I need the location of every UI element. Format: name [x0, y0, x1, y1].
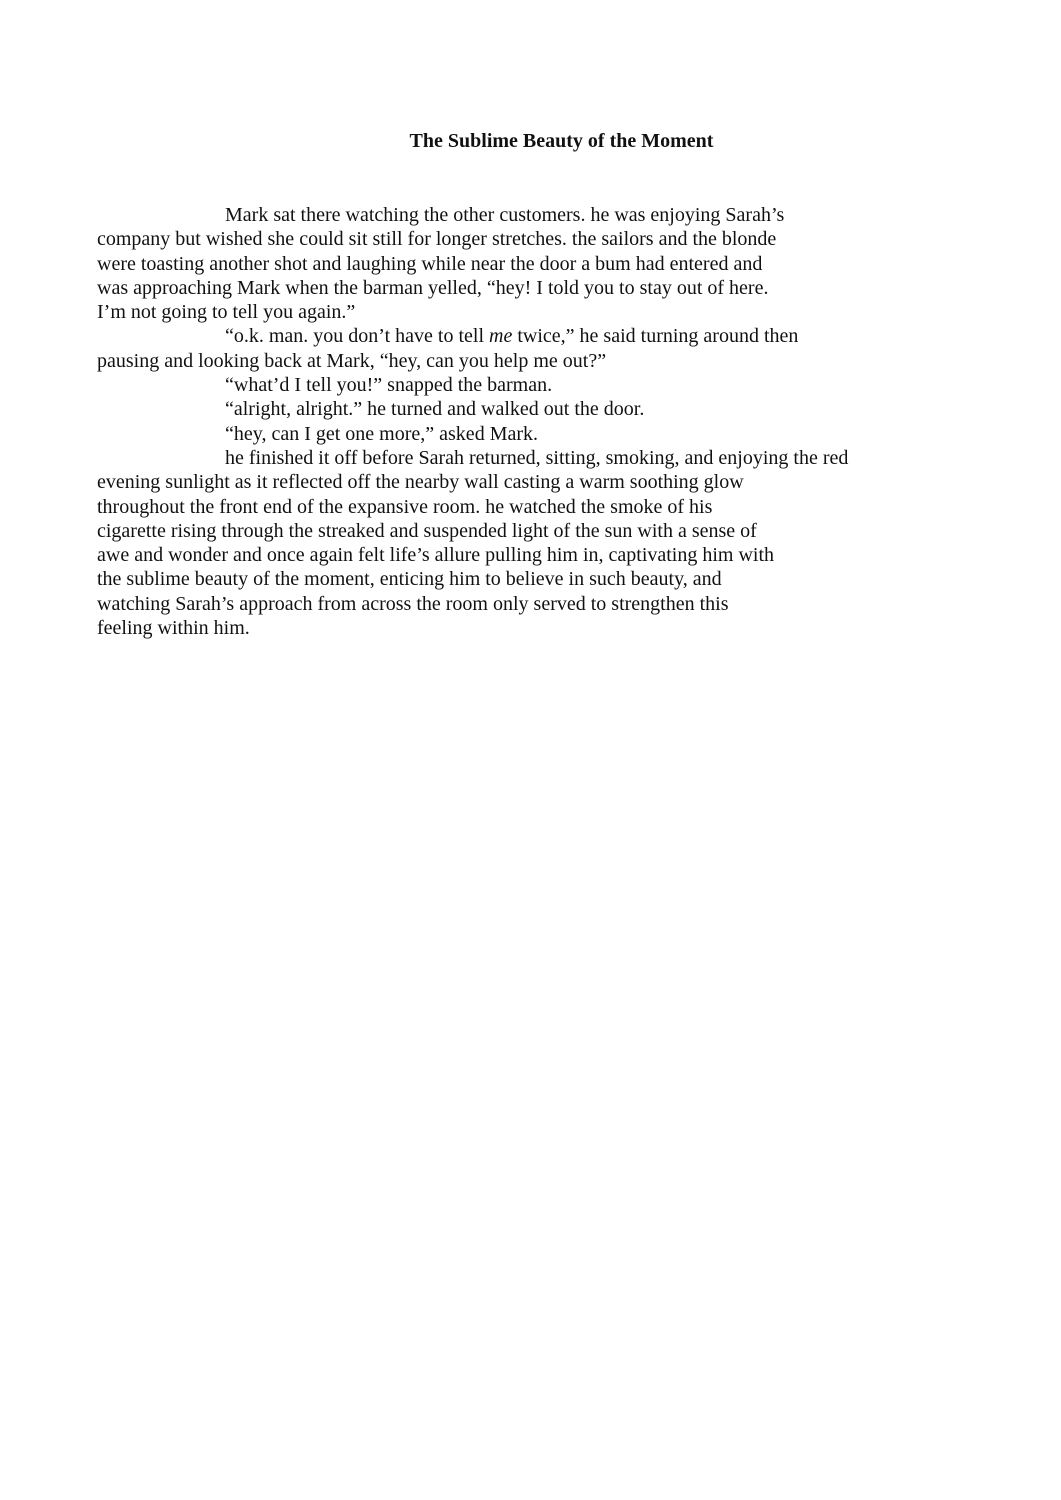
paragraph-line: I’m not going to tell you again.” [97, 301, 356, 324]
paragraph-line: “alright, alright.” he turned and walked out the door. [225, 398, 645, 421]
emphasized-word: me [489, 325, 513, 348]
paragraph-line: company but wished she could sit still for longer stretches. the sailors and the blonde [97, 228, 777, 251]
paragraph-line: Mark sat there watching the other customers. he was enjoying Sarah’s [225, 204, 785, 226]
story-title: The Sublime Beauty of the Moment [409, 130, 714, 152]
paragraph-3 [161, 373, 901, 397]
dialogue-text: twice,” he said turning around then [512, 325, 799, 348]
paragraph-4 [161, 397, 901, 421]
paragraph-line: cigarette rising through the streaked and suspended light of the sun with a sense of [97, 519, 757, 542]
paragraph-line: evening sunlight as it reflected off the nearby wall casting a warm soothing glow [97, 471, 744, 494]
paragraph-line: awe and wonder and once again felt life’s allure pulling him in, captivating him with [97, 544, 775, 567]
paragraph-line: “what’d I tell you!” snapped the barman. [225, 374, 553, 397]
story-body [97, 203, 901, 640]
paragraph-line: were toasting another shot and laughing while near the door a bum had entered and [97, 252, 763, 275]
paragraph-line: watching Sarah’s approach from across the room only served to strengthen this [97, 592, 729, 615]
paragraph-2 [97, 324, 901, 373]
paragraph-1 [97, 203, 901, 324]
paragraph-line: throughout the front end of the expansive room. he watched the smoke of his [97, 495, 713, 518]
paragraph-line: he finished it off before Sarah returned, sitting, smoking, and enjoying the red [225, 446, 849, 469]
paragraph-line [161, 324, 901, 348]
paragraph-6 [97, 446, 901, 640]
paragraph-line: was approaching Mark when the barman yelled, “hey! I told you to stay out of here. [97, 276, 769, 299]
dialogue-text: “o.k. man. you don’t have to tell [225, 325, 490, 348]
paragraph-line: the sublime beauty of the moment, enticing him to believe in such beauty, and [97, 568, 722, 591]
paragraph-line: “hey, can I get one more,” asked Mark. [225, 422, 539, 445]
paragraph-line: pausing and looking back at Mark, “hey, can you help me out?” [97, 349, 607, 372]
paragraph-5 [161, 422, 901, 446]
paragraph-line: feeling within him. [97, 617, 250, 640]
